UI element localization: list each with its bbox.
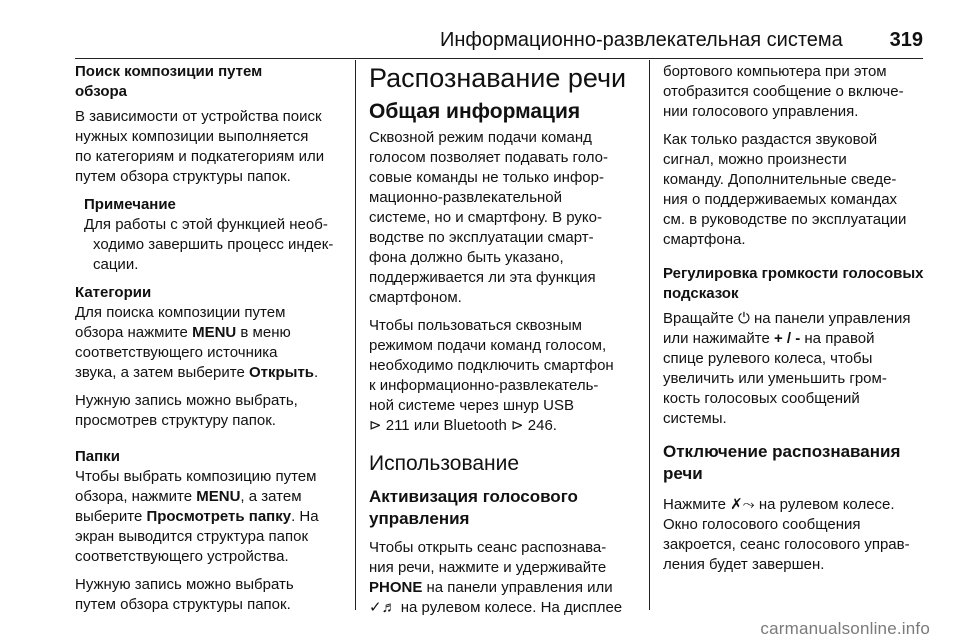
paragraph-beep: Как только раздастся звуковой сигнал, можно произнести команду. Дополнительные сведе- ния о поддерживаемых командах см. в руководстве по эксплуатации смартфона. <box>663 131 907 248</box>
paragraph-browse-search: В зависимости от устройства поиск нужных композиции выполняется по категориям и подкатегориям или путем обзора структуры папок. <box>75 108 325 185</box>
paragraph-disable-speech: Нажмите ✗⤳ на рулевом колесе. Окно голосового сообщения закроется, сеанс голосового управ- ления будет завершен. <box>663 496 910 573</box>
menu-key: MENU <box>192 324 237 341</box>
page-reference-line: ⊳ 211 или Bluetooth ⊳ 246. <box>369 417 557 434</box>
header-title: Информационно-развлекательная система <box>440 29 843 51</box>
note-text: Для работы с этой функцией необ- ходимо завершить процесс индек- сации. <box>84 216 334 273</box>
steering-voice-icon-line: ✓♬ на рулевом колесе. На дисплее <box>369 599 623 616</box>
paragraph-select-record: Нужную запись можно выбрать, просмотрев структуру папок. <box>75 392 298 429</box>
paragraph-categories: Для поиска композиции путем обзора нажмите MENU в меню соответствующего источника звука, а затем выберите Открыть. <box>75 304 319 381</box>
plus-minus-key: + / - <box>773 330 801 347</box>
heading-usage: Использование <box>369 452 520 475</box>
paragraph-folders: Чтобы выбрать композицию путем обзора, нажмите MENU, а затем выберите Просмотреть папку. На экран выводится структура папок соответствующего устройства. <box>75 468 319 565</box>
menu-key: MENU <box>196 488 241 505</box>
paragraph-select-record-2: Нужную запись можно выбрать путем обзора структуры папок. <box>75 576 294 613</box>
page-number: 319 <box>889 29 923 51</box>
paragraph-general-info: Сквозной режим подачи команд голосом позволяет подавать голо- совые команды не только инфор- мационно-развлекательной системе, но и смартфону. В руко- водстве по эксплуатации смарт- фона должно быть указано, поддерживается ли эта функция смартфоном. <box>369 129 608 306</box>
heading-volume: Регулировка громкости голосовых подсказок <box>663 265 924 302</box>
column-divider-right <box>649 60 650 610</box>
watermark: carmanualsonline.info <box>760 619 930 638</box>
page-header <box>75 28 923 60</box>
heading-browse-search: Поиск композиции путем обзора <box>75 63 263 100</box>
phone-key: PHONE <box>369 579 423 596</box>
open-menu-option: Открыть <box>248 364 315 381</box>
heading-disable-speech: Отключение распознавания речи <box>663 442 901 483</box>
section-title-speech-recognition: Распознавание речи <box>369 63 627 93</box>
heading-folders: Папки <box>75 448 120 465</box>
paragraph-usage-requirements: Чтобы пользоваться сквозным режимом подачи команд голосом, необходимо подключить смартфон к информационно-развлекатель- ной системе через шнур USB ⊳ 211 или Bluetooth ⊳ 246. <box>369 316 637 436</box>
heading-general-info: Общая информация <box>369 100 581 123</box>
paragraph-volume: Вращайте ⏻ на панели управления или нажимайте + / - на правой спице рулевого колеса, чтобы увеличить или уменьшить гром- кость голосовых сообщений системы. <box>663 310 911 427</box>
column-left <box>75 62 343 623</box>
column-middle <box>369 62 637 626</box>
heading-categories: Категории <box>75 284 152 301</box>
browse-folder-option: Просмотреть папку <box>146 508 292 525</box>
note-title: Примечание <box>84 196 176 213</box>
column-divider-left <box>355 60 356 610</box>
column-right <box>663 62 931 583</box>
paragraph-voice-activation: Чтобы открыть сеанс распознава- ния речи, нажмите и удерживайте PHONE на панели управления или ✓♬ на рулевом колесе. На дисплее <box>369 538 637 618</box>
paragraph-continuation: бортового компьютера при этом отобразится сообщение о включе- нии голосового управления. <box>663 63 904 120</box>
note-block <box>75 195 343 275</box>
header-rule <box>75 58 923 59</box>
heading-voice-activation: Активизация голосового управления <box>369 487 578 528</box>
